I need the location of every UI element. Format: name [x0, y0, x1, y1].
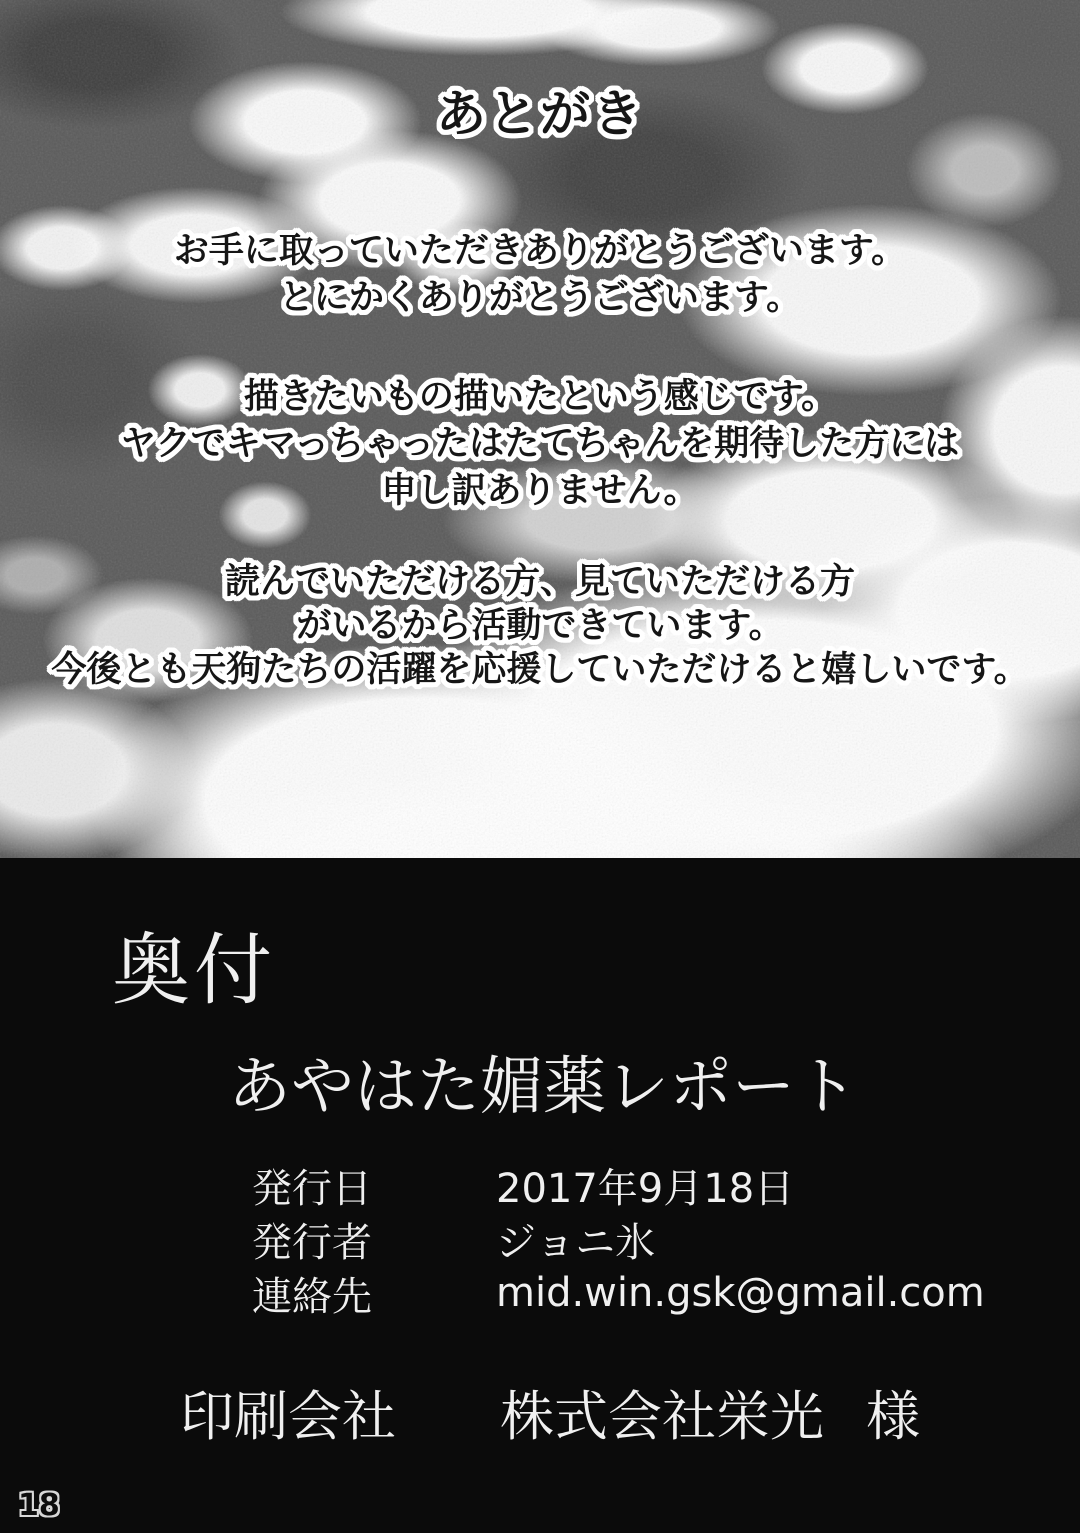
afterword-line: お手に取っていただきありがとうございます。 [173, 231, 907, 271]
afterword-paragraph [0, 228, 1080, 322]
publisher-label: 発行者 [252, 1219, 372, 1266]
page-number: 18 [18, 1488, 60, 1523]
printer-label: 印刷会社 [180, 1385, 396, 1448]
afterword-line: ヤクでキマっちゃったはたてちゃんを期待した方には [120, 424, 960, 464]
published-date-value: 2017年9月18日 [496, 1165, 795, 1212]
printer-honorific: 様 [866, 1385, 920, 1448]
colophon-info-table [252, 1158, 985, 1320]
afterword-line: 読んでいただける方、見ていただける方 [224, 562, 855, 602]
printer-row [180, 1374, 920, 1451]
afterword-line: 申し訳ありません。 [381, 471, 699, 511]
contact-label: 連絡先 [252, 1273, 372, 1320]
colophon-heading: 奥付 [112, 926, 277, 1016]
afterword-line: 今後とも天狗たちの活躍を応援していただけると嬉しいです。 [51, 650, 1029, 690]
afterword-line: がいるから活動できています。 [296, 606, 784, 646]
colophon-section [0, 858, 1080, 1533]
contact-email: mid.win.gsk@gmail.com [496, 1270, 985, 1316]
book-title: あやはた媚薬レポート [228, 1050, 858, 1123]
info-row-contact [252, 1266, 985, 1320]
info-row-published-date [252, 1158, 985, 1212]
afterword-paragraph [0, 374, 1080, 515]
afterword-line: とにかくありがとうございます。 [278, 278, 802, 318]
afterword-line: 描きたいもの描いたという感じです。 [243, 377, 837, 417]
printer-company: 株式会社栄光 [500, 1385, 824, 1448]
published-date-label: 発行日 [252, 1165, 372, 1212]
afterword-title: あとがき [436, 85, 644, 143]
info-row-publisher [252, 1212, 985, 1266]
publisher-name: ジョニ氷 [496, 1219, 656, 1266]
afterword-paragraph [0, 560, 1080, 692]
